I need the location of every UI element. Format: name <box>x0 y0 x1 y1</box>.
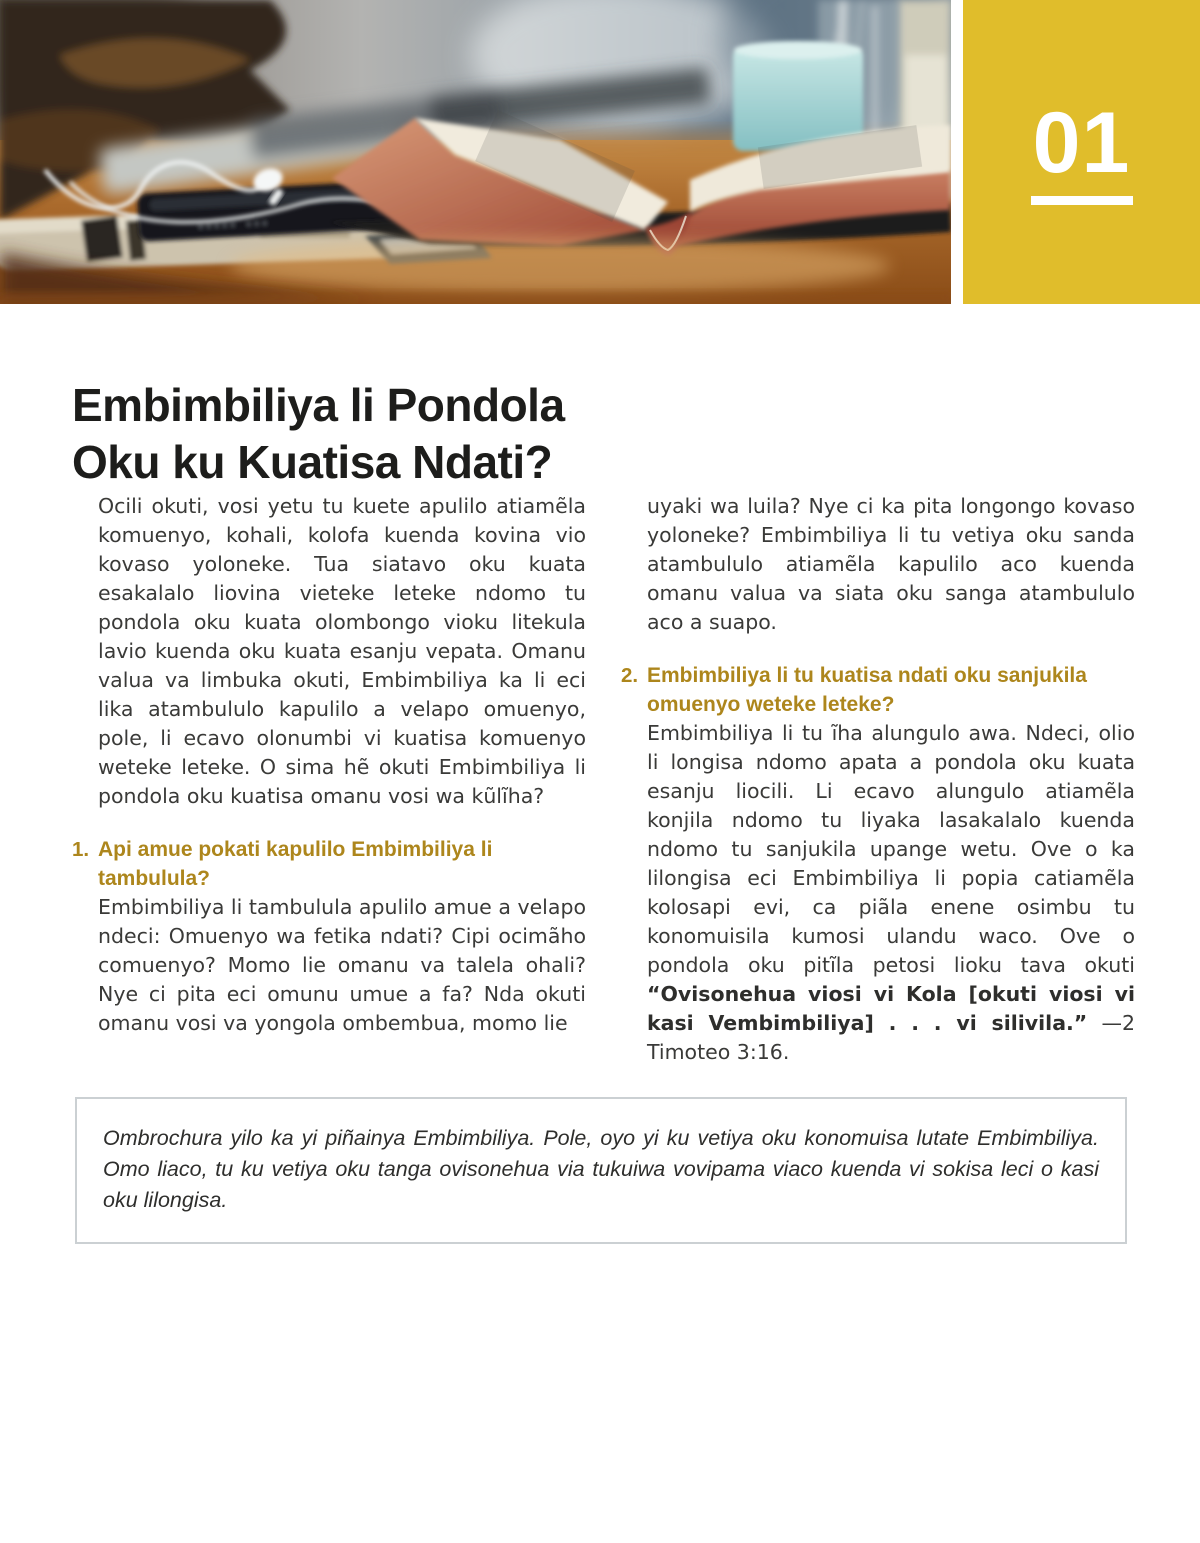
footer-note-text: Ombrochura yilo ka yi piñainya Embimbiliya. Pole, oyo yi ku vetiya oku konomuisa lutate Embimbiliya. Omo liaco, tu ku vetiya oku tanga ovisonehua via tukuiwa vovipama viaco kuenda vi sokisa leci o kasi oku lilongisa. <box>103 1126 1099 1212</box>
question-1-body: Embimbiliya li tambulula apulilo amue a velapo ndeci: Omuenyo wa fetika ndati? Cipi ocimãho comuenyo? Momo lie omanu va talela ohali? Nye ci pita eci omunu umue a fa? Nda okuti omanu vosi va yongola ombembua, momo lie <box>98 895 586 1035</box>
chapter-number: 01 <box>1032 94 1131 191</box>
teal-mug <box>733 41 863 151</box>
question-2 <box>621 661 1135 719</box>
question-2-heading: Embimbiliya li tu kuatisa ndati oku sanjukila omuenyo weteke leteke? <box>647 664 1087 716</box>
page-title-line2: Oku ku Kuatisa Ndati? <box>72 435 553 488</box>
question-2-number: 2. <box>621 664 639 687</box>
scripture-citation: —2 Timoteo 3:16. <box>647 1011 1135 1064</box>
question-1-body-continuation: uyaki wa luila? Nye ci ka pita longongo kovaso yoloneke? Embimbiliya li tu vetiya oku sanda atambululo atiamẽla kapulilo aco kuenda omanu valua va siata oku sanga atambululo aco a suapo. <box>647 494 1135 634</box>
page-title <box>72 377 565 491</box>
text-column-right <box>621 492 1135 1067</box>
scripture-quote: “Ovisonehua viosi vi Kola [okuti viosi vi kasi Vembimbiliya] . . . vi silivila.” <box>647 982 1135 1035</box>
chapter-underline <box>1031 196 1133 205</box>
header-photo <box>0 0 951 304</box>
question-1 <box>72 835 586 893</box>
footer-note-box <box>75 1097 1127 1244</box>
intro-paragraph: Ocili okuti, vosi yetu tu kuete apulilo atiamẽla komuenyo, kohali, kolofa kuenda kovina vio kovaso yoloneke. Tua siatavo oku kuata esakalalo liovina vieteke leteke ndomo tu pondola oku kuata olombongo vioku litekula lavio kuenda oku kuata esanju vepata. Omanu valua va limbuka okuti, Embimbiliya ka li eci lika atambululo kapulilo a velapo omuenyo, pole, li ecavo olonumbi vi kuatisa komuenyo weteke leteke. O sima hẽ okuti Embimbiliya li pondola oku kuatisa omanu vosi wa kũlĩha? <box>98 494 586 808</box>
text-column-left <box>72 492 586 1038</box>
question-1-number: 1. <box>72 838 90 861</box>
question-2-body <box>647 719 1135 1067</box>
chapter-badge <box>963 0 1200 304</box>
question-2-body-text: Embimbiliya li tu ĩha alungulo awa. Ndeci, olio li longisa ndomo apata a pondola oku kuata esanju liocili. Li ecavo alungulo atiamẽla konjila ndomo tu liyaka lasakalalo kuenda ndomo tu sanjukila upange wetu. Ove o ka lilongisa eci Embimbiliya li popia catiamẽla kolosapi evi, ca piãla enene osimbu tu konomuisila kumosi ulandu waco. Ove o pondola oku pitĩla petosi lioku tava okuti <box>647 721 1135 977</box>
page-title-line1: Embimbiliya li Pondola <box>72 378 565 431</box>
question-1-heading: Api amue pokati kapulilo Embimbiliya li tambulula? <box>98 838 493 890</box>
header-photo-illustration <box>0 0 951 304</box>
